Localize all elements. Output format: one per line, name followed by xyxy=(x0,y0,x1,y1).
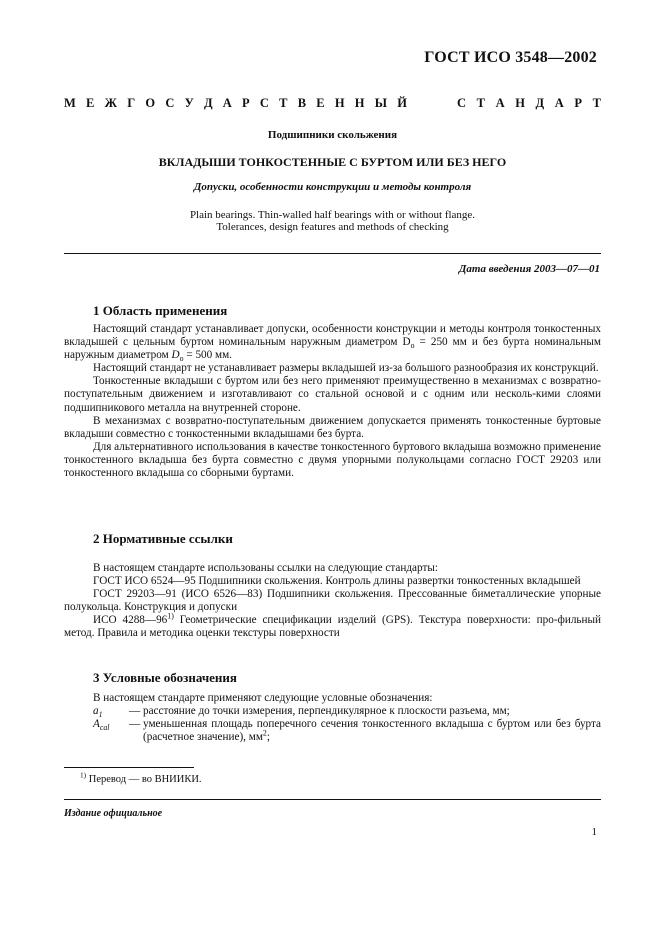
section-1-heading: 1 Область применения xyxy=(93,303,228,318)
reference-3: ИСО 4288—96$^{1)}$ Геометрические спецификации изделий (GPS). Текстура поверхности: про-фильный метод. Правила и методика оценки текстуры поверхности xyxy=(64,611,601,640)
interstate-standard-banner xyxy=(64,96,601,111)
footnote-marker: 1) xyxy=(167,611,174,621)
section-1-paragraph-3: Тонкостенные вкладыши с буртом или без него применяют преимущественно в механизмах с возвратно-поступательным движением и изготавливают со стальной основой и с одним или несколь-кими слоями подшипникового металла на внутренней стороне. xyxy=(64,375,601,414)
section-2-intro: В настоящем стандарте использованы ссылки на следующие стандарты: xyxy=(93,562,438,574)
reference-1: ГОСТ ИСО 6524—95 Подшипники скольжения. Контроль длины развертки тонкостенных вкладышей xyxy=(93,575,581,588)
section-1-paragraph-1: Настоящий стандарт устанавливает допуски, особенности конструкции и методы контроля тонкостенных вкладышей с цельным буртом номинальным наружным диаметром $D_o = 250$ мм и без бурта номинальным наружным диаметром $D_o = 500$ мм. xyxy=(64,323,601,364)
footnote-divider xyxy=(64,767,194,768)
document-code: ГОСТ ИСО 3548—2002 xyxy=(424,49,597,66)
section-1-paragraph-5: Для альтернативного использования в качестве тонкостенного буртового вкладыша возможно применение тонкостенного вкладыша без бурта совместно с двумя упорными полукольцами согласно ГОСТ 29203 или тонкостенного вкладыша со сборными буртами. xyxy=(64,440,601,480)
english-title-line-2: Tolerances, design features and methods of checking xyxy=(216,221,449,233)
symbol-definition: $a_1$ — расстояние до точки измерения, перпендикулярное к плоскости разъема, мм; xyxy=(93,705,510,720)
section-3-intro: В настоящем стандарте применяют следующие условные обозначения: xyxy=(93,692,433,704)
footnote: $^{1)}$ Перевод — во ВНИИКИ. xyxy=(80,770,202,785)
page-number: 1 xyxy=(591,826,597,838)
banner-word-1: М Е Ж Г О С У Д А Р С Т В Е Н Н Ы Й xyxy=(64,96,407,110)
section-2-body xyxy=(64,562,601,641)
symbol-definition: $A_{cal}$ — уменьшенная площадь поперечного сечения тонкостенного вкладыша с буртом или без бурта (расчетное значение), $мм^2$; xyxy=(93,718,601,744)
subtitle: Допуски, особенности конструкции и методы контроля xyxy=(193,181,472,193)
official-edition-label: Издание официальное xyxy=(64,808,163,819)
edition-divider xyxy=(64,799,601,800)
section-2-heading: 2 Нормативные ссылки xyxy=(93,531,233,546)
symbols-list xyxy=(64,705,601,744)
title-divider xyxy=(64,253,601,254)
section-1-paragraph-2: Настоящий стандарт не устанавливает размеры вкладышей из-за большого разнообразия их конструкций. xyxy=(93,362,599,375)
section-1-paragraph-4: В механизмах с возвратно-поступательным движением допускается применять тонкостенные буртовые вкладыши совместно с тонкостенными вкладышами без бурта. xyxy=(64,414,601,440)
reference-2: ГОСТ 29203—91 (ИСО 6526—83) Подшипники скольжения. Прессованные биметаллические упорные полукольца. Конструкция и допуски xyxy=(64,588,601,614)
english-title-line-1: Plain bearings. Thin-walled half bearings with or without flange. xyxy=(189,209,476,221)
main-title: ВКЛАДЫШИ ТОНКОСТЕННЫЕ С БУРТОМ ИЛИ БЕЗ НЕГО xyxy=(158,155,507,169)
subject-title: Подшипники скольжения xyxy=(267,129,398,141)
introduction-date: Дата введения 2003—07—01 xyxy=(458,263,600,275)
banner-word-2: С Т А Н Д А Р Т xyxy=(457,96,601,110)
section-1-body xyxy=(64,323,601,480)
section-3-heading: 3 Условные обозначения xyxy=(93,670,237,685)
